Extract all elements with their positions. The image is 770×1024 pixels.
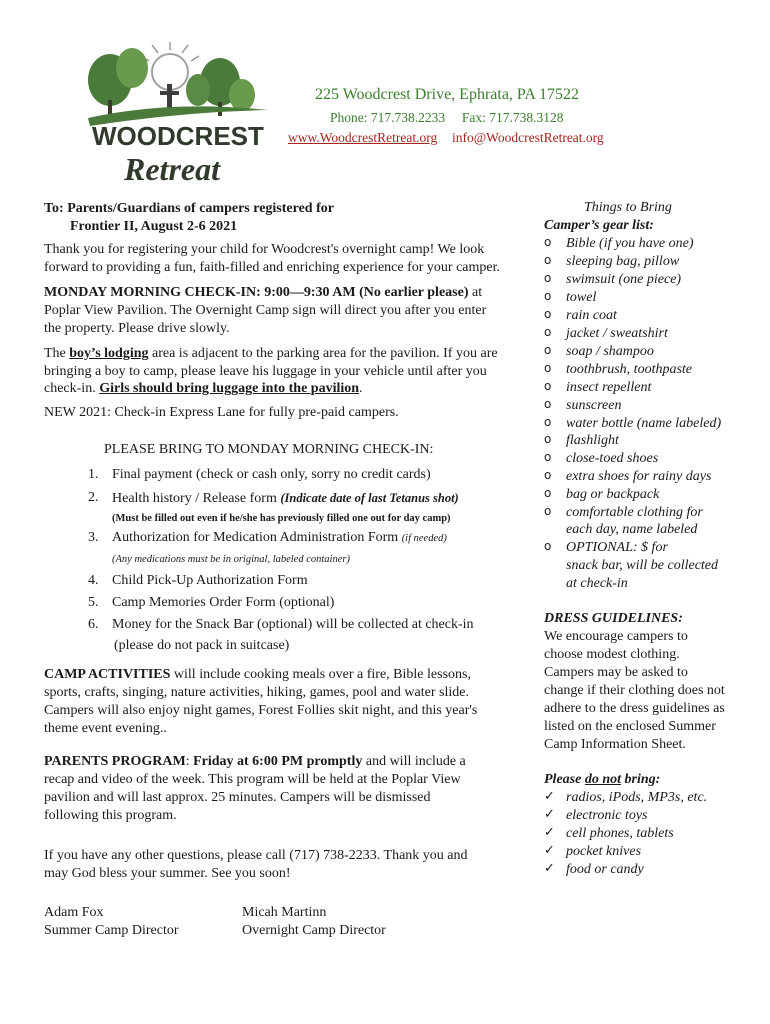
dress-line: adhere to the dress guidelines as bbox=[544, 701, 725, 716]
checkmark-icon: ✓ bbox=[544, 843, 555, 858]
lodging-bold: boy’s lodging bbox=[69, 346, 149, 361]
parents-bold: PARENTS PROGRAM bbox=[44, 754, 186, 769]
bring-item bbox=[112, 529, 447, 548]
do-not-bring-title bbox=[544, 771, 660, 789]
bring-item: Final payment (check or cash only, sorry no credit cards) bbox=[112, 467, 431, 482]
bring-item-text: Health history / Release form bbox=[112, 491, 281, 506]
bring-num: 4. bbox=[88, 573, 99, 588]
tetanus-note: (Indicate date of last Tetanus shot) bbox=[280, 491, 459, 505]
signature-1-name: Adam Fox bbox=[44, 905, 104, 920]
gear-item bbox=[544, 486, 754, 504]
bring-num: 3. bbox=[88, 530, 99, 545]
gear-item bbox=[544, 253, 754, 271]
gear-item-label: soap / shampoo bbox=[566, 344, 654, 359]
gear-item-label: OPTIONAL: $ for bbox=[566, 540, 668, 555]
gear-item bbox=[544, 397, 754, 415]
to-line-2: Frontier II, August 2-6 2021 bbox=[70, 219, 238, 234]
activities-bold: CAMP ACTIVITIES bbox=[44, 667, 171, 682]
bullet-icon: o bbox=[544, 397, 552, 411]
gear-item-label: close-toed shoes bbox=[566, 451, 659, 466]
bullet-icon: o bbox=[544, 271, 552, 285]
gear-item-label: flashlight bbox=[566, 433, 619, 448]
bullet-icon: o bbox=[544, 325, 552, 339]
gear-item-label: insect repellent bbox=[566, 380, 652, 395]
bullet-icon: o bbox=[544, 289, 552, 303]
bring-item bbox=[112, 489, 459, 508]
bring-heading: PLEASE BRING TO MONDAY MORNING CHECK-IN: bbox=[104, 442, 434, 457]
bring-item: Camp Memories Order Form (optional) bbox=[112, 595, 335, 610]
bring-num: 1. bbox=[88, 467, 99, 482]
bullet-icon: o bbox=[544, 432, 552, 446]
checkin-line-1 bbox=[44, 284, 482, 302]
do-not-bring-label: pocket knives bbox=[566, 844, 642, 859]
bring-item-text: Authorization for Medication Administration Form bbox=[112, 530, 402, 545]
bullet-icon: o bbox=[544, 504, 552, 518]
gear-item-label: swimsuit (one piece) bbox=[566, 272, 682, 287]
intro-line-2: forward to providing a fun, faith-filled and enriching experience for your camper. bbox=[44, 260, 500, 275]
activities-text: will include cooking meals over a fire, Bible lessons, bbox=[170, 667, 471, 682]
checkmark-icon: ✓ bbox=[544, 861, 555, 876]
parents-line-2: recap and video of the week. This program will be held at the Poplar View bbox=[44, 772, 461, 787]
gear-item-label: comfortable clothing for bbox=[566, 505, 703, 520]
sun-icon bbox=[141, 42, 199, 61]
gear-item bbox=[544, 415, 754, 433]
gear-item bbox=[544, 343, 754, 361]
checkmark-icon: ✓ bbox=[544, 807, 555, 822]
gear-item-label: snack bar, will be collected bbox=[566, 558, 719, 573]
gear-item-label: rain coat bbox=[566, 308, 617, 323]
gear-item bbox=[544, 289, 754, 307]
lodging-line3-pre: check-in. bbox=[44, 381, 100, 396]
gear-item-label: bag or backpack bbox=[566, 487, 660, 502]
bullet-icon: o bbox=[544, 253, 552, 267]
bullet-icon: o bbox=[544, 486, 552, 500]
signature-2-title: Overnight Camp Director bbox=[242, 923, 386, 938]
logo-word-bottom: Retreat bbox=[124, 151, 220, 187]
gear-item bbox=[544, 271, 754, 289]
lodging-pre: The bbox=[44, 346, 70, 361]
parents-post: and will include a bbox=[362, 754, 466, 769]
checkin-line-3: the property. Please drive slowly. bbox=[44, 321, 230, 336]
parents-line-3: pavilion and will last approx. 25 minutes. Campers will be dismissed bbox=[44, 790, 431, 805]
logo-word-top: WOODCREST bbox=[92, 121, 264, 151]
lodging-line-1 bbox=[44, 345, 498, 363]
gear-item bbox=[544, 432, 754, 450]
activities-line-3: Campers will also enjoy night games, Forest Follies skit night, and this year's bbox=[44, 703, 478, 718]
dress-guidelines-title: DRESS GUIDELINES: bbox=[544, 611, 683, 626]
bullet-icon: o bbox=[544, 539, 552, 553]
dress-line: Campers may be asked to bbox=[544, 665, 688, 680]
gear-item-label: Bible (if you have one) bbox=[566, 236, 694, 251]
intro-line-1: Thank you for registering your child for Woodcrest's overnight camp! We look bbox=[44, 242, 485, 257]
gear-item-label: jacket / sweatshirt bbox=[566, 326, 668, 341]
parents-time: Friday at 6:00 PM promptly bbox=[193, 754, 363, 769]
signature-1-title: Summer Camp Director bbox=[44, 923, 179, 938]
bring-item: Money for the Snack Bar (optional) will be collected at check-in bbox=[112, 617, 474, 632]
checkin-at: at bbox=[468, 285, 483, 300]
gear-item bbox=[544, 361, 754, 379]
things-to-bring-title: Things to Bring bbox=[584, 200, 672, 215]
gear-item-label: sunscreen bbox=[566, 398, 622, 413]
do-not-bring-label: radios, iPods, MP3s, etc. bbox=[566, 790, 708, 805]
website-link[interactable]: www.WoodcrestRetreat.org bbox=[288, 130, 438, 145]
parents-colon: : bbox=[185, 754, 194, 769]
gear-item bbox=[544, 504, 754, 522]
dress-line: Camp Information Sheet. bbox=[544, 737, 686, 752]
bullet-icon: o bbox=[544, 235, 552, 249]
signature-2-name: Micah Martinn bbox=[242, 905, 327, 920]
bring-num: 2. bbox=[88, 490, 99, 505]
bullet-icon: o bbox=[544, 468, 552, 482]
gear-item bbox=[544, 450, 754, 468]
bring-num: 5. bbox=[88, 595, 99, 610]
gear-item-label: sleeping bag, pillow bbox=[566, 254, 680, 269]
gear-item bbox=[544, 235, 754, 253]
activities-line-2: sports, crafts, singing, nature activities, hiking, games, pool and water slide. bbox=[44, 685, 469, 700]
checkin-line-2: Poplar View Pavilion. The Overnight Camp sign will direct you after you enter bbox=[44, 303, 487, 318]
bullet-icon: o bbox=[544, 307, 552, 321]
lodging-line-3 bbox=[44, 380, 363, 398]
bullet-icon: o bbox=[544, 361, 552, 375]
gear-item-label: toothbrush, toothpaste bbox=[566, 362, 693, 377]
gear-item-continued bbox=[544, 521, 754, 539]
girls-luggage-note: Girls should bring luggage into the pavilion bbox=[99, 381, 360, 396]
gear-item-label: extra shoes for rainy days bbox=[566, 469, 712, 484]
gear-item bbox=[544, 379, 754, 397]
gear-item bbox=[544, 325, 754, 343]
lodging-line3-post: . bbox=[359, 381, 363, 396]
to-line-1: To: Parents/Guardians of campers registered for bbox=[44, 201, 334, 216]
address: 225 Woodcrest Drive, Ephrata, PA 17522 bbox=[315, 86, 580, 103]
if-needed-note: (if needed) bbox=[401, 533, 447, 544]
bullet-icon: o bbox=[544, 343, 552, 357]
bring-item: Child Pick-Up Authorization Form bbox=[112, 573, 308, 588]
dont-pre: Please bbox=[544, 772, 585, 787]
parents-line-1 bbox=[44, 753, 466, 771]
closing-line-2: may God bless your summer. See you soon! bbox=[44, 866, 291, 881]
woodcrest-logo bbox=[70, 40, 270, 190]
lodging-line-2: bringing a boy to camp, please leave his luggage in your vehicle until after you bbox=[44, 364, 487, 379]
lodging-post: area is adjacent to the parking area for the pavilion. If you are bbox=[148, 346, 498, 361]
express-lane: NEW 2021: Check-in Express Lane for fully pre-paid campers. bbox=[44, 405, 399, 420]
bullet-icon: o bbox=[544, 379, 552, 393]
bring-item-subnote: (please do not pack in suitcase) bbox=[114, 638, 290, 653]
gear-item-label: each day, name labeled bbox=[566, 522, 698, 537]
activities-line-4: theme event evening.. bbox=[44, 721, 167, 736]
gear-item-label: water bottle (name labeled) bbox=[566, 416, 722, 431]
do-not-bring-label: cell phones, tablets bbox=[566, 826, 674, 841]
bullet-icon: o bbox=[544, 450, 552, 464]
do-not-bring-label: electronic toys bbox=[566, 808, 648, 823]
do-not-bring-label: food or candy bbox=[566, 862, 644, 877]
gear-item-continued bbox=[544, 557, 754, 575]
dress-line: choose modest clothing. bbox=[544, 647, 680, 662]
bring-item-subnote: (Any medications must be in original, labeled container) bbox=[112, 554, 350, 565]
gear-item bbox=[544, 307, 754, 325]
gear-item-continued bbox=[544, 575, 754, 593]
dress-line: listed on the enclosed Summer bbox=[544, 719, 716, 734]
gear-item-label: towel bbox=[566, 290, 597, 305]
bring-num: 6. bbox=[88, 617, 99, 632]
activities-line-1 bbox=[44, 666, 471, 684]
dont-under: do not bbox=[584, 772, 622, 787]
bring-item-subnote: (Must be filled out even if he/she has previously filled one out for day camp) bbox=[112, 513, 451, 524]
checkmark-icon: ✓ bbox=[544, 789, 555, 804]
gear-item bbox=[544, 539, 754, 557]
dress-line: change if their clothing does not bbox=[544, 683, 725, 698]
dont-post: bring: bbox=[621, 772, 661, 787]
gear-item-label: at check-in bbox=[566, 576, 628, 591]
checkmark-icon: ✓ bbox=[544, 825, 555, 840]
phone: Phone: 717.738.2233 bbox=[330, 110, 446, 125]
email-link[interactable]: info@WoodcrestRetreat.org bbox=[452, 130, 604, 145]
gear-item bbox=[544, 468, 754, 486]
parents-line-4: following this program. bbox=[44, 808, 177, 823]
bullet-icon: o bbox=[544, 415, 552, 429]
closing-line-1: If you have any other questions, please call (717) 738-2233. Thank you and bbox=[44, 848, 468, 863]
dress-line: We encourage campers to bbox=[544, 629, 688, 644]
checkin-bold: MONDAY MORNING CHECK-IN: 9:00—9:30 AM (No earlier please) bbox=[44, 285, 469, 300]
fax: Fax: 717.738.3128 bbox=[461, 110, 564, 125]
gear-list-title: Camper’s gear list: bbox=[544, 218, 654, 233]
